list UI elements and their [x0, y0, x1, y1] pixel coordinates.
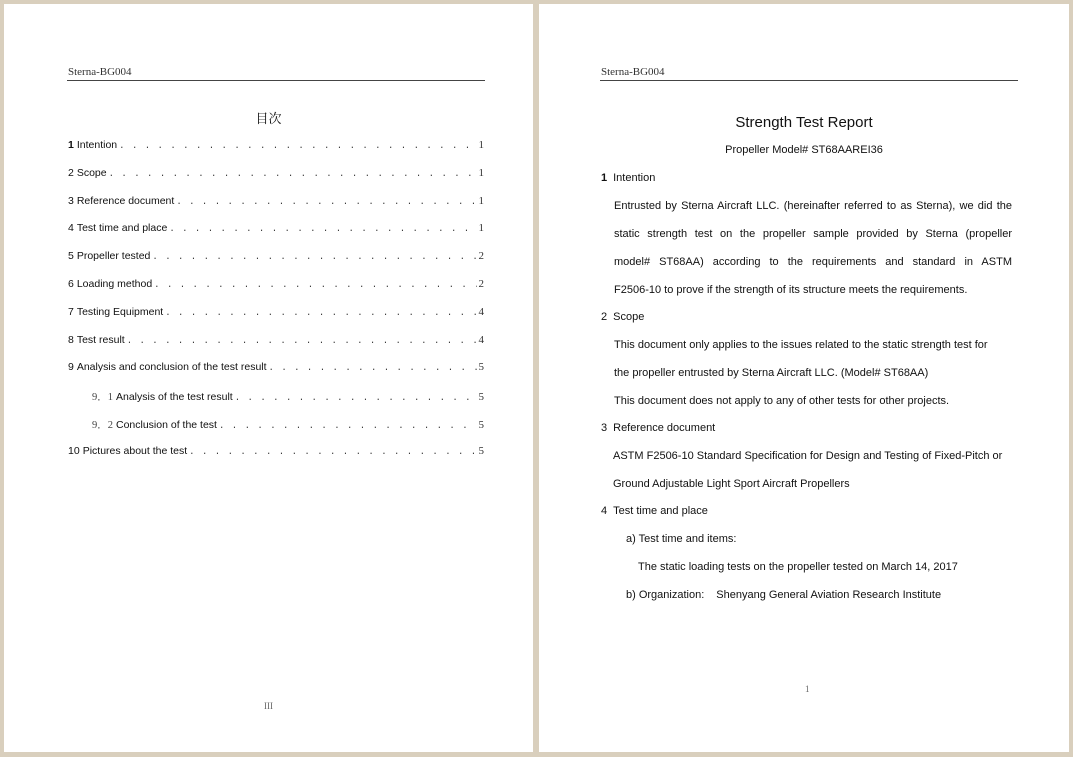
paragraph-line: This document only applies to the issues related to the static strength test for — [614, 339, 988, 351]
report-page — [539, 4, 1069, 752]
toc-entry-title: Reference document — [76, 194, 175, 207]
toc-entry-title: Conclusion of the test — [116, 418, 217, 431]
toc-entry-number: 2 — [68, 166, 74, 179]
toc-subentry[interactable] — [68, 389, 484, 417]
toc-entry-title: Propeller tested — [76, 250, 151, 263]
toc-leader-dots — [109, 169, 477, 179]
toc-entry-page: 5 — [478, 361, 484, 374]
toc-leader-dots — [269, 363, 477, 373]
paragraph-line: the propeller entrusted by Sterna Aircraft LLC. (Model# ST68AA) — [614, 367, 929, 379]
paragraph-line: The static loading tests on the propeller tested on March 14, 2017 — [638, 561, 958, 573]
toc-entry-number: 1 — [68, 139, 74, 151]
toc-leader-dots — [152, 252, 476, 262]
paragraph-line: static strength test on the propeller sample provided by Sterna (propeller — [614, 228, 1012, 240]
toc-entry[interactable] — [68, 139, 484, 167]
toc-leader-dots — [119, 141, 476, 151]
toc-title: 目次 — [255, 112, 282, 127]
toc-leader-dots — [189, 447, 476, 457]
page-number: III — [264, 701, 273, 711]
toc-entry[interactable] — [68, 278, 484, 306]
toc-page — [4, 4, 533, 752]
toc-entry-number: 3 — [68, 194, 74, 207]
toc-entry-number: 8 — [68, 333, 74, 346]
toc-entry-page: 4 — [478, 333, 484, 346]
toc-subentry[interactable] — [68, 417, 484, 445]
toc-entry[interactable] — [68, 334, 484, 362]
toc-leader-dots — [127, 336, 477, 346]
paragraph-line: ASTM F2506-10 Standard Specification for Design and Testing of Fixed-Pitch or — [613, 450, 1003, 462]
toc-entry-title: Loading method — [76, 277, 153, 290]
section-title: Reference document — [613, 422, 716, 434]
page-number: 1 — [805, 684, 810, 694]
running-header: Sterna-BG004 — [601, 66, 665, 78]
section-heading-test-time — [601, 504, 708, 518]
toc-entry-title: Scope — [76, 166, 107, 179]
toc-leader-dots — [235, 393, 477, 403]
toc-entry-page: 2 — [478, 277, 484, 290]
toc-entry[interactable] — [68, 445, 484, 473]
paragraph-line: model# ST68AA) according to the requirements and standard in ASTM — [614, 256, 1012, 268]
toc-entry-title: Pictures about the test — [82, 444, 188, 457]
section-number: 1 — [601, 172, 608, 184]
toc-entry-page: 2 — [478, 250, 484, 263]
toc-entry-page: 5 — [478, 391, 484, 404]
toc-entry-page: 4 — [478, 305, 484, 318]
section-heading-intention — [601, 171, 655, 185]
organization-value: Shenyang General Aviation Research Institute — [716, 589, 942, 601]
section-title: Intention — [613, 172, 656, 184]
toc-leader-dots — [176, 197, 476, 207]
section-number: 4 — [601, 505, 608, 517]
paragraph-line: Ground Adjustable Light Sport Aircraft Propellers — [613, 478, 850, 490]
section-number: 3 — [601, 422, 608, 434]
toc-leader-dots — [219, 421, 477, 431]
toc-list — [68, 139, 484, 473]
toc-entry[interactable] — [68, 195, 484, 223]
toc-entry-number: 9．1 — [92, 392, 113, 404]
toc-entry-page: 1 — [478, 139, 484, 151]
section-number: 2 — [601, 311, 608, 323]
toc-entry-title: Test result — [76, 333, 125, 346]
toc-entry-number: 9．2 — [92, 419, 113, 431]
toc-leader-dots — [165, 308, 476, 318]
toc-entry-title: Test time and place — [76, 222, 168, 235]
toc-entry[interactable] — [68, 306, 484, 334]
toc-entry-number: 5 — [68, 250, 74, 263]
organization-label: b) Organization: — [626, 589, 705, 601]
report-title: Strength Test Report — [735, 114, 873, 131]
toc-entry-page: 1 — [478, 194, 484, 207]
toc-entry[interactable] — [68, 222, 484, 250]
toc-entry-page: 5 — [478, 444, 484, 457]
paragraph-line: Entrusted by Sterna Aircraft LLC. (hereinafter referred to as Sterna), we did the — [614, 200, 1012, 212]
header-rule — [600, 80, 1018, 81]
toc-entry-number: 9 — [68, 361, 74, 374]
section-heading-scope — [601, 310, 644, 324]
toc-entry[interactable] — [68, 361, 484, 389]
section-title: Scope — [613, 311, 645, 323]
toc-entry-number: 4 — [68, 222, 74, 235]
toc-entry-page: 1 — [478, 166, 484, 179]
toc-entry-number: 10 — [68, 444, 80, 457]
toc-entry-page: 5 — [478, 418, 484, 431]
running-header: Sterna-BG004 — [68, 66, 132, 78]
section-title: Test time and place — [613, 505, 708, 517]
toc-entry-title: Analysis of the test result — [116, 391, 233, 404]
report-subtitle: Propeller Model# ST68AAREI36 — [725, 144, 883, 156]
toc-entry-title: Intention — [76, 139, 118, 151]
section-heading-reference — [601, 421, 715, 435]
toc-leader-dots — [169, 224, 476, 234]
toc-entry-title: Testing Equipment — [76, 305, 164, 318]
toc-entry[interactable] — [68, 250, 484, 278]
toc-entry-number: 6 — [68, 277, 74, 290]
toc-leader-dots — [154, 280, 476, 290]
paragraph-line: F2506-10 to prove if the strength of its structure meets the requirements. — [614, 284, 968, 296]
toc-entry-title: Analysis and conclusion of the test result — [76, 361, 267, 374]
toc-entry[interactable] — [68, 167, 484, 195]
header-rule — [67, 80, 485, 81]
list-item-test-time: a) Test time and items: — [626, 533, 737, 545]
paragraph-line: This document does not apply to any of other tests for other projects. — [614, 395, 950, 407]
toc-entry-page: 1 — [478, 222, 484, 235]
toc-entry-number: 7 — [68, 305, 74, 318]
list-item-organization — [626, 588, 941, 602]
